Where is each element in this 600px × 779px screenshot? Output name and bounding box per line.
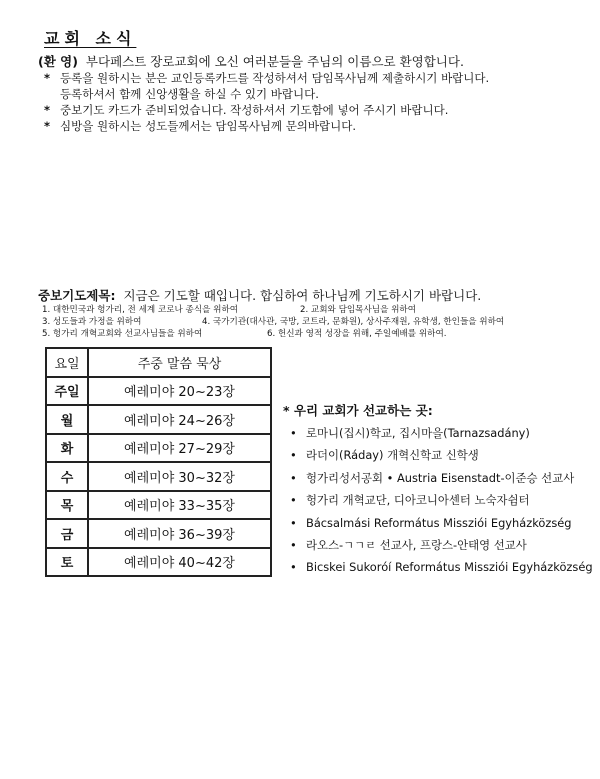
day-cell: 토 <box>46 548 88 577</box>
mission-text: Bicskei Sukoróí Református Missziói Egyházközség <box>306 560 593 575</box>
table-row <box>46 491 271 520</box>
bullet-icon: • <box>290 426 297 440</box>
list-item <box>290 467 593 489</box>
note-continuation: 등록하셔서 함께 신앙생활을 하실 수 있기 바랍니다. <box>60 87 319 101</box>
bullet-icon: • <box>290 493 297 508</box>
bullet-icon: • <box>290 470 297 485</box>
note-text: 등록을 원하시는 분은 교인등록카드를 작성하셔서 담임목사님께 제출하시기 바랍니다. <box>60 71 490 85</box>
reading-schedule-table <box>45 347 272 577</box>
prayer-item: 4. 국가기관(대사관, 국방, 코트라, 문화원), 상사주재원, 유학생, 한인들을 위하여 <box>202 317 505 327</box>
prayer-row <box>42 304 504 316</box>
note-item <box>44 102 489 118</box>
day-cell: 목 <box>46 491 88 520</box>
prayer-item: 6. 헌신과 영적 성장을 위해, 주일예배를 위하여. <box>267 329 447 339</box>
prayer-item: 1. 대한민국과 헝가리, 전 세계 코로나 종식을 위하여 <box>42 305 239 315</box>
day-cell: 월 <box>46 405 88 434</box>
prayer-label: 중보기도제목: <box>38 288 116 303</box>
reading-cell: 예레미야 30~32장 <box>88 462 271 491</box>
header-reading: 주중 말씀 묵상 <box>88 348 271 377</box>
reading-cell: 예레미야 20~23장 <box>88 377 271 406</box>
bullet-icon: • <box>290 515 297 530</box>
day-cell: 화 <box>46 434 88 463</box>
mission-text: 헝가리성서공회 • Austria Eisenstadt-이준승 선교사 <box>306 470 575 485</box>
prayer-item: 5. 헝가리 개혁교회와 선교사님들을 위하여 <box>42 329 203 339</box>
prayer-text: 지금은 기도할 때입니다. 합심하여 하나님께 기도하시기 바랍니다. <box>123 288 482 303</box>
list-item <box>290 534 593 556</box>
mission-text: 라더이(Ráday) 개혁신학교 신학생 <box>306 448 479 463</box>
reading-cell: 예레미야 27~29장 <box>88 434 271 463</box>
reading-cell: 예레미야 36~39장 <box>88 519 271 548</box>
missions-list <box>290 422 593 579</box>
note-star: * <box>44 119 51 133</box>
day-cell: 주일 <box>46 377 88 406</box>
prayer-heading <box>38 286 481 304</box>
welcome-line <box>38 52 464 70</box>
missions-title: * 우리 교회가 선교하는 곳: <box>283 403 433 418</box>
prayer-row <box>42 328 504 340</box>
list-item <box>290 556 593 578</box>
prayer-row <box>42 316 504 328</box>
bullet-icon: • <box>290 448 297 463</box>
table-row <box>46 377 271 406</box>
prayer-items <box>42 304 504 340</box>
note-text: 심방을 원하시는 성도들께서는 담임목사님께 문의바랍니다. <box>60 119 356 133</box>
mission-text: 로마니(집시)학교, 집시마을(Tarnazsadány) <box>306 426 530 440</box>
reading-cell: 예레미야 33~35장 <box>88 491 271 520</box>
note-star: * <box>44 103 51 117</box>
day-cell: 수 <box>46 462 88 491</box>
table-row <box>46 434 271 463</box>
mission-text: Bácsalmási Református Missziói Egyházközség <box>306 515 572 530</box>
prayer-item: 3. 성도들과 가정을 위하여 <box>42 317 142 327</box>
mission-text: 라오스-ㄱㄱㄹ 선교사, 프랑스-안태영 선교사 <box>306 538 527 553</box>
day-cell: 금 <box>46 519 88 548</box>
table-row <box>46 519 271 548</box>
reading-cell: 예레미야 40~42장 <box>88 548 271 577</box>
note-item <box>44 118 489 134</box>
note-star: * <box>44 71 51 85</box>
list-item <box>290 422 593 444</box>
reading-cell: 예레미야 24~26장 <box>88 405 271 434</box>
news-title: 교회 소식 <box>44 29 137 48</box>
table-header-row <box>46 348 271 377</box>
note-text: 중보기도 카드가 준비되었습니다. 작성하셔서 기도함에 넣어 주시기 바랍니다. <box>60 103 449 117</box>
header-day: 요일 <box>46 348 88 377</box>
table-row <box>46 462 271 491</box>
bullet-icon: • <box>290 560 297 575</box>
note-item <box>44 70 489 86</box>
mission-text: 헝가리 개혁교단, 디아코니아센터 노숙자쉼터 <box>306 493 530 508</box>
list-item <box>290 444 593 466</box>
list-item <box>290 489 593 511</box>
bullet-icon: • <box>290 538 297 553</box>
table-row <box>46 405 271 434</box>
prayer-item: 2. 교회와 담임목사님을 위하여 <box>300 305 417 315</box>
table-row <box>46 548 271 577</box>
welcome-tag: (환 영) <box>38 54 78 69</box>
welcome-text: 부다페스트 장로교회에 오신 여러분들을 주님의 이름으로 환영합니다. <box>85 54 464 69</box>
notes-list <box>44 70 489 134</box>
list-item <box>290 512 593 534</box>
